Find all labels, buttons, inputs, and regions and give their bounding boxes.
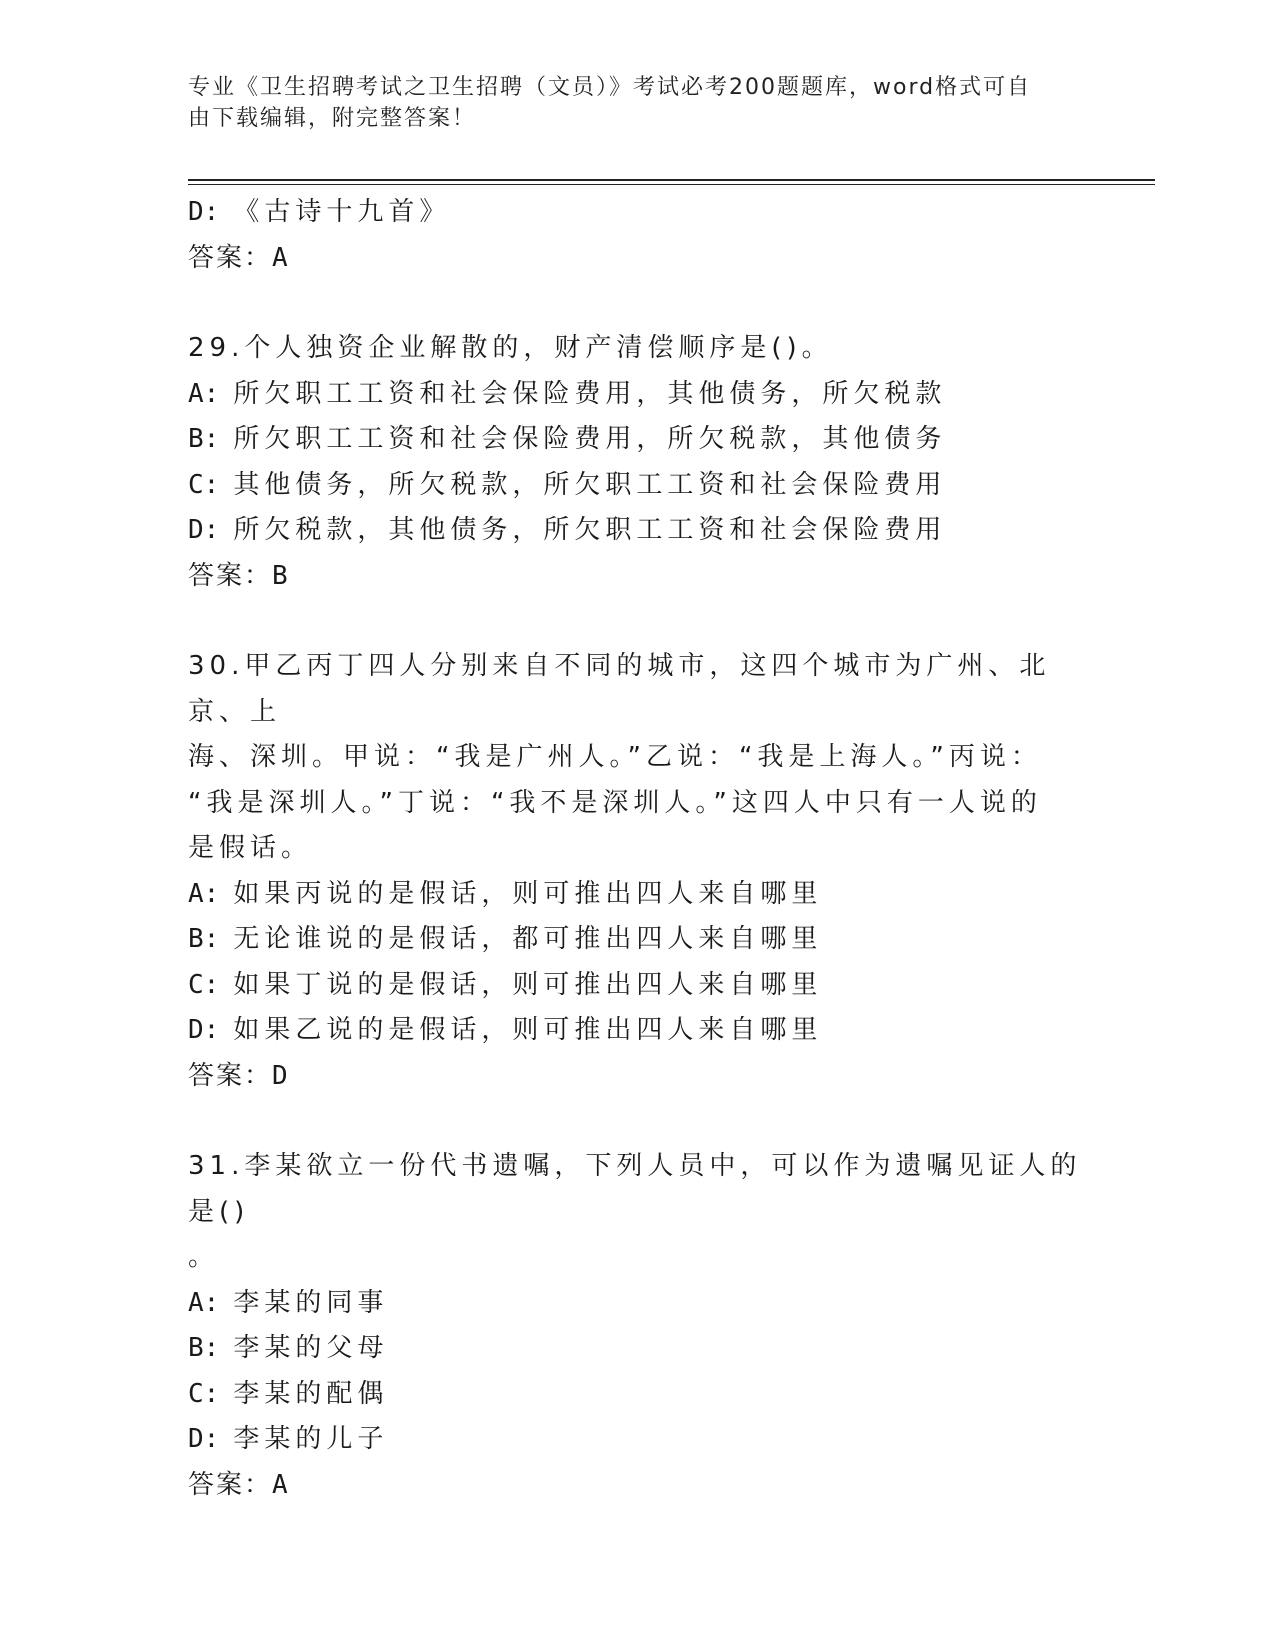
document-body [188, 190, 1088, 1508]
option-key: B: [188, 424, 220, 454]
option-d [188, 1417, 1088, 1463]
option-a [188, 372, 1088, 418]
option-text: 所欠职工工资和社会保险费用，其他债务，所欠税款 [233, 378, 947, 409]
option-d [188, 1008, 1088, 1054]
option-key: D: [188, 1015, 220, 1045]
option-key: A: [188, 1287, 220, 1318]
answer-label: 答案： [188, 1060, 273, 1091]
question-stem-line: 31.李某欲立一份代书遗嘱，下列人员中，可以作为遗嘱见证人的是() [188, 1151, 1082, 1227]
question-stem-line: 。 [188, 1242, 220, 1272]
option-key: D: [188, 197, 220, 227]
option-text: 李某的配偶 [233, 1378, 389, 1409]
answer-value: A [272, 1469, 289, 1500]
option-key: D: [188, 1424, 220, 1454]
spacer [188, 1099, 1088, 1144]
option-text: 《古诗十九首》 [233, 197, 451, 227]
header-line-1: 专业《卫生招聘考试之卫生招聘（文员）》考试必考200题题库，word格式可自 [188, 75, 1032, 100]
answer-line [188, 1463, 1088, 1509]
header-line-2: 由下载编辑，附完整答案！ [188, 106, 477, 131]
answer-value: D [272, 1060, 289, 1091]
answer-value: A [272, 242, 289, 273]
answer-line [188, 236, 1088, 282]
option-text: 无论谁说的是假话，都可推出四人来自哪里 [233, 924, 823, 954]
answer-label: 答案： [188, 1469, 273, 1500]
option-c [188, 1372, 1088, 1418]
option-b [188, 417, 1088, 463]
question-30 [188, 644, 1088, 1099]
option-b [188, 917, 1088, 963]
answer-line [188, 554, 1088, 600]
option-text: 如果丙说的是假话，则可推出四人来自哪里 [233, 878, 823, 909]
question-28-tail [188, 190, 1088, 281]
document-header [188, 72, 1088, 134]
option-key: D: [188, 515, 220, 545]
header-divider-thin [188, 184, 1155, 185]
option-text: 如果乙说的是假话，则可推出四人来自哪里 [233, 1015, 823, 1045]
option-text: 如果丁说的是假话，则可推出四人来自哪里 [233, 969, 823, 1000]
option-text: 所欠税款，其他债务，所欠职工工资和社会保险费用 [233, 515, 947, 545]
option-a [188, 1281, 1088, 1327]
question-29 [188, 326, 1088, 599]
option-key: A: [188, 378, 220, 409]
option-key: B: [188, 924, 220, 954]
option-text: 李某的同事 [233, 1287, 389, 1318]
option-key: C: [188, 469, 220, 500]
question-stem-line: “我是深圳人。”丁说：“我不是深圳人。”这四人中只有一人说的 [188, 787, 1042, 818]
option-text: 所欠职工工资和社会保险费用，所欠税款，其他债务 [233, 424, 947, 454]
answer-label: 答案： [188, 242, 273, 273]
option-c [188, 463, 1088, 509]
question-stem: 29.个人独资企业解散的，财产清偿顺序是()。 [188, 333, 833, 363]
option-key: B: [188, 1333, 220, 1363]
question-stem-line: 是假话。 [188, 833, 313, 863]
option-b [188, 1326, 1088, 1372]
spacer [188, 281, 1088, 326]
option-a [188, 872, 1088, 918]
option-text: 李某的父母 [233, 1333, 389, 1363]
option-key: C: [188, 969, 220, 1000]
option-c [188, 963, 1088, 1009]
option-d [188, 508, 1088, 554]
answer-line [188, 1054, 1088, 1100]
option-text: 李某的儿子 [233, 1424, 389, 1454]
question-stem-line: 海、深圳。甲说：“我是广州人。”乙说：“我是上海人。”丙说： [188, 742, 1042, 772]
question-31 [188, 1144, 1088, 1508]
spacer [188, 599, 1088, 644]
answer-value: B [272, 560, 289, 591]
answer-label: 答案： [188, 560, 273, 591]
option-text: 其他债务，所欠税款，所欠职工工资和社会保险费用 [233, 469, 947, 500]
option-key: A: [188, 878, 220, 909]
question-stem-line: 30.甲乙丙丁四人分别来自不同的城市，这四个城市为广州、北京、上 [188, 651, 1051, 727]
option-key: C: [188, 1378, 220, 1409]
header-divider-thick [188, 179, 1155, 181]
option-d [188, 190, 1088, 236]
